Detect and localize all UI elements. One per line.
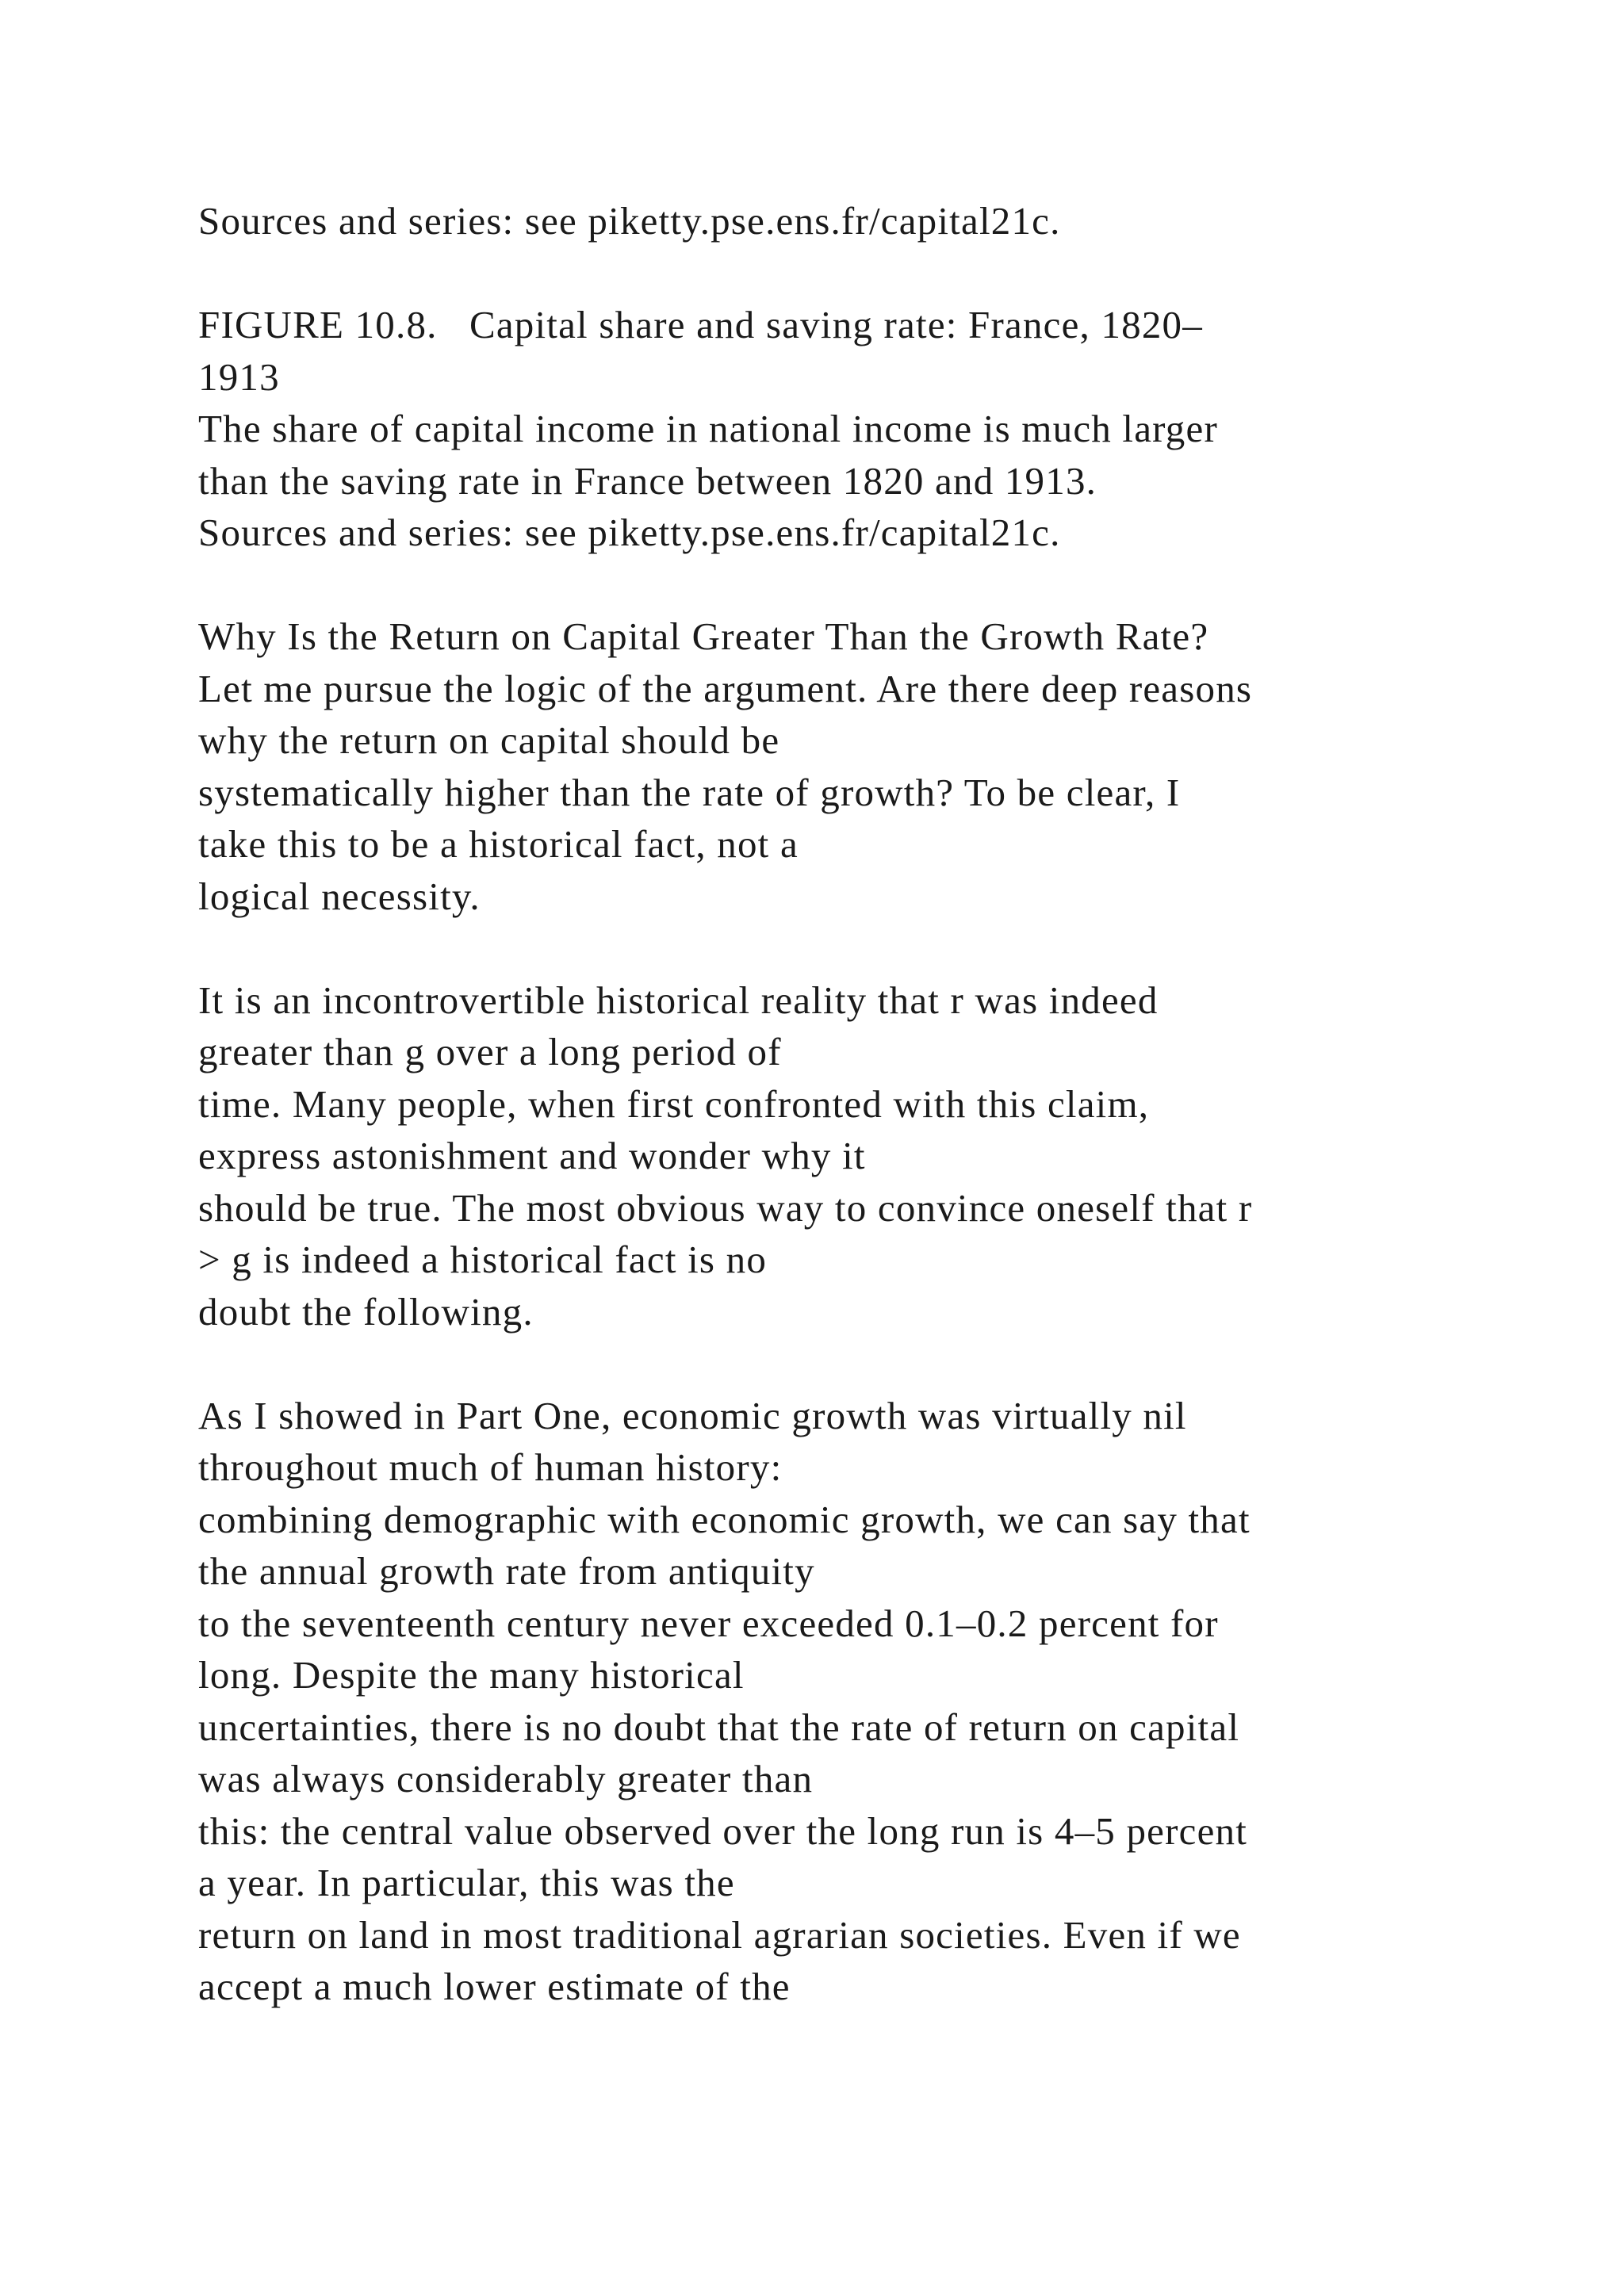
text-line: FIGURE 10.8. Capital share and saving rate: France, 1820– [198, 303, 1203, 346]
text-line: 1913 [198, 354, 280, 399]
text-line: was always considerably greater than [198, 1757, 814, 1800]
text-line: throughout much of human history: [198, 1445, 783, 1489]
text-line: systematically higher than the rate of growth? To be clear, I [198, 770, 1181, 814]
text-line: It is an incontrovertible historical reality that r was indeed [198, 978, 1159, 1022]
text-line: a year. In particular, this was the [198, 1861, 735, 1904]
paragraph-spacer [198, 247, 1546, 300]
text-line: Let me pursue the logic of the argument. Are there deep reasons [198, 666, 1253, 710]
text-line: accept a much lower estimate of the [198, 1965, 791, 2008]
text-line: time. Many people, when first confronted with this claim, [198, 1081, 1150, 1126]
text-line: uncertainties, there is no doubt that the rate of return on capital [198, 1705, 1240, 1749]
document-page [198, 195, 1546, 2013]
text-line: logical necessity. [198, 874, 481, 918]
paragraph-spacer [198, 559, 1546, 611]
paragraph-sources-note-1 [198, 195, 1546, 247]
paragraph-spacer [198, 922, 1546, 974]
paragraph-historical-reality [198, 974, 1546, 1338]
text-line: to the seventeenth century never exceeded 0.1–0.2 percent for [198, 1601, 1219, 1645]
paragraph-section-intro [198, 610, 1546, 922]
text-line: return on land in most traditional agrarian societies. Even if we [198, 1912, 1241, 1957]
text-line: Sources and series: see piketty.pse.ens.fr/capital21c. [198, 199, 1061, 243]
text-line: The share of capital income in national income is much larger [198, 407, 1218, 450]
text-line: the annual growth rate from antiquity [198, 1549, 815, 1593]
text-line: this: the central value observed over the long run is 4–5 percent [198, 1808, 1248, 1853]
text-line: take this to be a historical fact, not a [198, 822, 799, 866]
section-heading: Why Is the Return on Capital Greater Than the Growth Rate? [198, 614, 1209, 658]
paragraph-figure-caption [198, 299, 1546, 559]
paragraph-spacer [198, 1337, 1546, 1390]
text-line: doubt the following. [198, 1289, 534, 1334]
text-line: Sources and series: see piketty.pse.ens.fr/capital21c. [198, 511, 1061, 554]
text-line: greater than g over a long period of [198, 1030, 782, 1073]
text-line: combining demographic with economic growth, we can say that [198, 1497, 1251, 1541]
text-line: why the return on capital should be [198, 718, 780, 762]
text-line: than the saving rate in France between 1820 and 1913. [198, 458, 1097, 503]
text-line: > g is indeed a historical fact is no [198, 1238, 768, 1281]
text-line: express astonishment and wonder why it [198, 1134, 866, 1177]
text-line: long. Despite the many historical [198, 1653, 745, 1697]
text-line: should be true. The most obvious way to convince oneself that r [198, 1185, 1253, 1230]
text-line: As I showed in Part One, economic growth was virtually nil [198, 1393, 1187, 1437]
paragraph-part-one [198, 1390, 1546, 2013]
